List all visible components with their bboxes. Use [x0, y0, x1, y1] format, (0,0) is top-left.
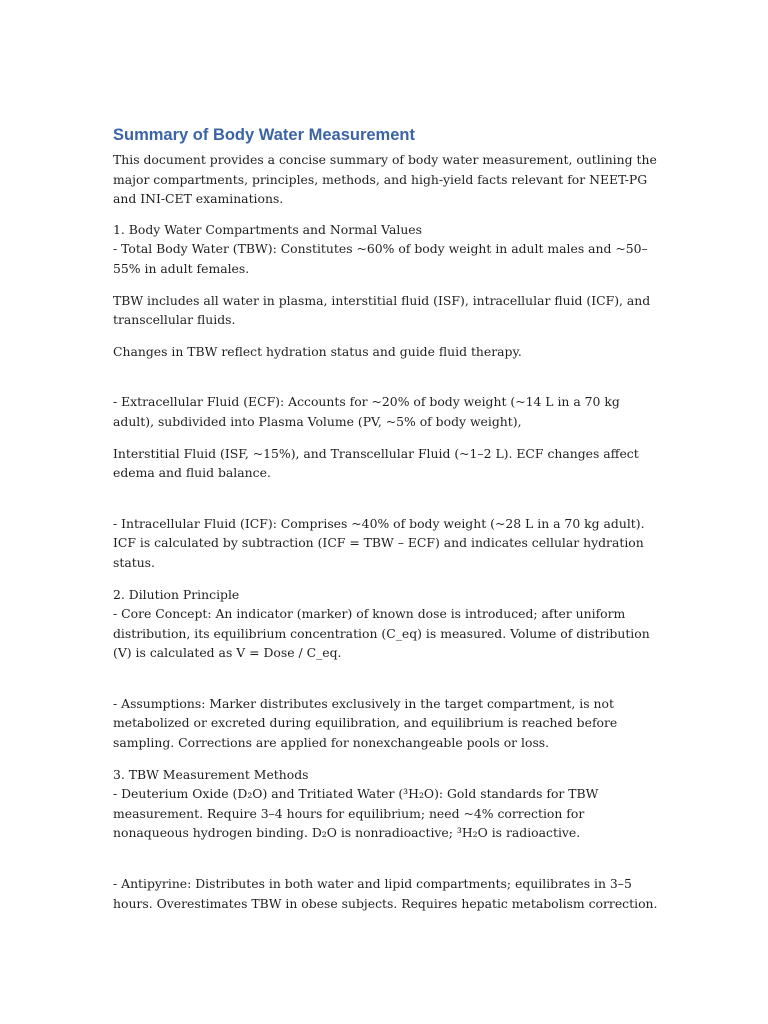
icf-paragraph: - Intracellular Fluid (ICF): Comprises ~40% of body weight (~28 L in a 70 kg adult). ICF is calculated by subtraction (ICF = TBW – ECF) and indicates cellular hydration status.	[113, 515, 645, 570]
deuterium-paragraph: - Deuterium Oxide (D₂O) and Tritiated Water (³H₂O): Gold standards for TBW measurement. Require 3–4 hours for equilibrium; need ~4% correction for nonaqueous hydrogen binding. D₂O is nonradioactive; ³H₂O is radioactive.	[113, 786, 599, 841]
section-heading-tbw-methods: 3. TBW Measurement Methods	[113, 766, 309, 782]
assumptions-paragraph: - Assumptions: Marker distributes exclusively in the target compartment, is not metabolized or excreted during equilibration, and equilibrium is reached before sampling. Corrections are applied for nonexchangeable pools or loss.	[113, 695, 618, 751]
intro-paragraph: This document provides a concise summary of body water measurement, outlining the major compartments, principles, methods, and high-yield facts relevant for NEET-PG and INI-CET examinations.	[113, 152, 657, 207]
tbw-includes-paragraph: TBW includes all water in plasma, interstitial fluid (ISF), intracellular fluid (ICF), and transcellular fluids.	[113, 292, 651, 328]
section-heading-compartments: 1. Body Water Compartments and Normal Values	[113, 221, 422, 237]
tbw-changes-paragraph: Changes in TBW reflect hydration status and guide fluid therapy.	[113, 343, 522, 359]
section-heading-dilution: 2. Dilution Principle	[113, 586, 240, 602]
antipyrine-paragraph: - Antipyrine: Distributes in both water and lipid compartments; equilibrates in 3–5 hours. Overestimates TBW in obese subjects. Requires hepatic metabolism correction.	[113, 876, 658, 911]
core-concept-paragraph: - Core Concept: An indicator (marker) of known dose is introduced; after uniform distribution, its equilibrium concentration (C_eq) is measured. Volume of distribution (V) is calculated as V = Dose / C_eq.	[113, 606, 650, 661]
tbw-paragraph: - Total Body Water (TBW): Constitutes ~60% of body weight in adult males and ~50–55% in adult females.	[113, 241, 648, 276]
document-page	[113, 124, 658, 913]
ecf-paragraph: - Extracellular Fluid (ECF): Accounts for ~20% of body weight (~14 L in a 70 kg adult), subdivided into Plasma Volume (PV, ~5% of body weight),	[113, 394, 620, 429]
document-title: Summary of Body Water Measurement	[113, 126, 415, 144]
ecf-continued-paragraph: Interstitial Fluid (ISF, ~15%), and Transcellular Fluid (~1–2 L). ECF changes affect edema and fluid balance.	[113, 445, 639, 481]
